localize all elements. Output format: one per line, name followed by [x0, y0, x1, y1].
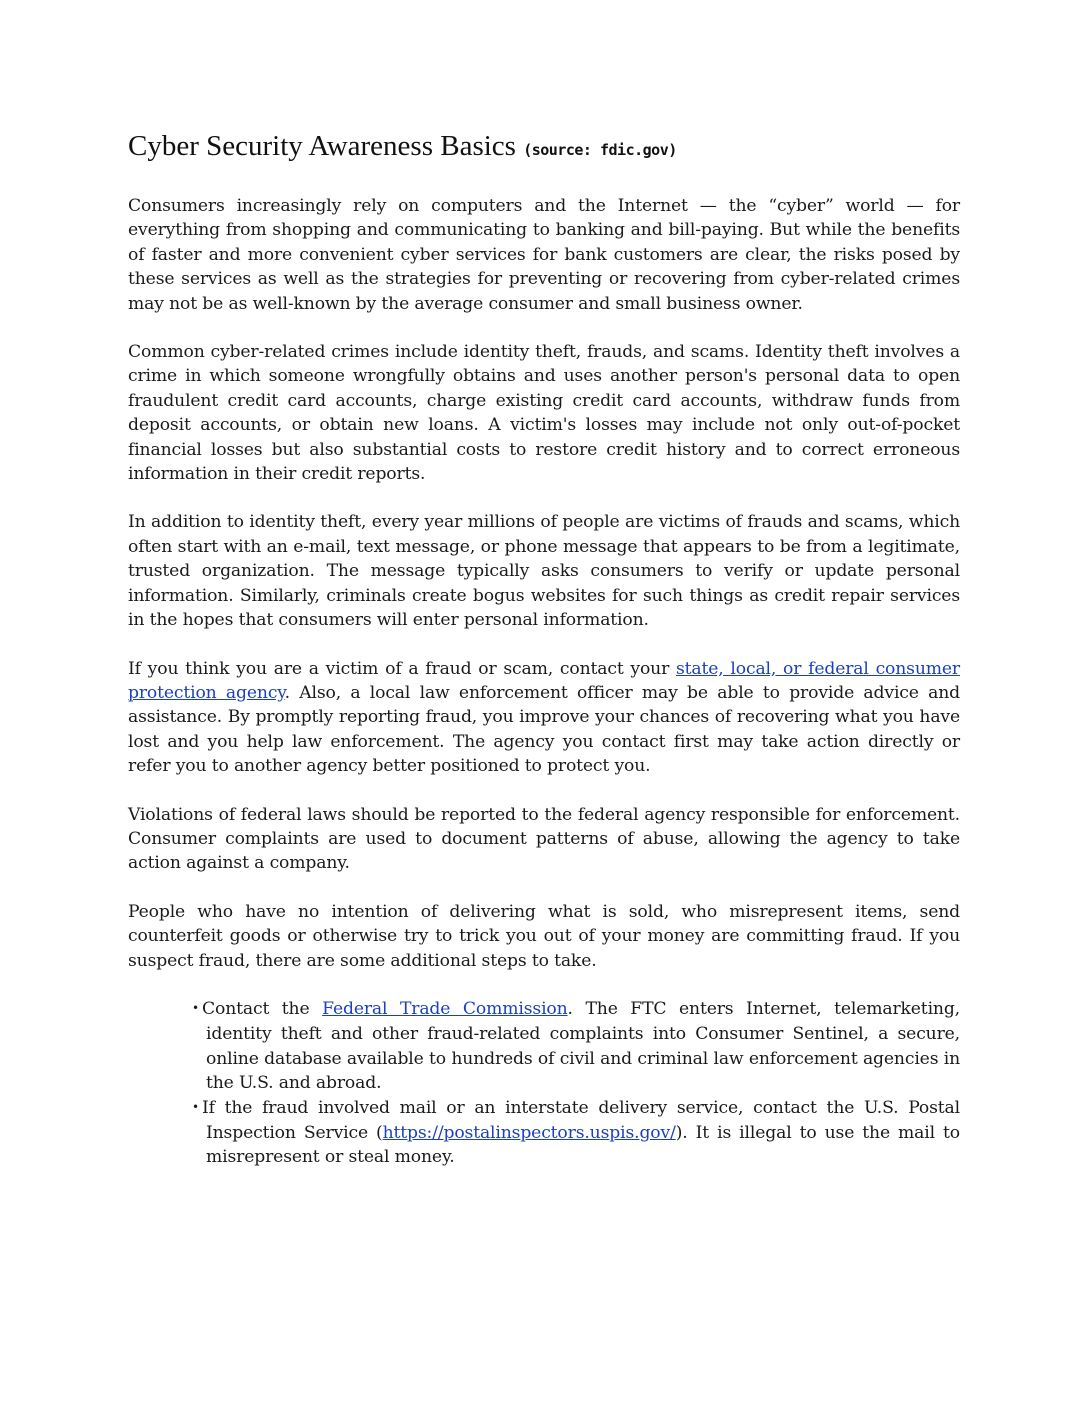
page-title: [128, 128, 960, 168]
paragraph-federal-laws: Violations of federal laws should be reported to the federal agency responsible for enforcement. Consumer complaints are used to document patterns of abuse, allowing the agency to take action against a company.: [128, 804, 960, 874]
source-note: (source: fdic.gov): [523, 141, 677, 159]
paragraph-text: If you think you are a victim of a fraud or scam, contact your: [128, 658, 676, 679]
bullet-icon: •: [192, 1000, 199, 1015]
title-text: Cyber Security Awareness Basics: [128, 130, 516, 162]
list-item: [192, 1096, 960, 1170]
paragraph-additional-steps: People who have no intention of delivering what is sold, who misrepresent items, send counterfeit goods or otherwise try to trick you out of your money are committing fraud. If you suspect fraud, there are some additional steps to take.: [128, 901, 960, 971]
list-item-text: . The FTC enters Internet, telemarketing, identity theft and other fraud-related complaints into Consumer Sentinel, a secure, online database available to hundreds of civil and criminal law enforcement agencies in the U.S. and abroad.: [206, 998, 961, 1094]
paragraph-frauds-scams: In addition to identity theft, every year millions of people are victims of frauds and scams, which often start with an e-mail, text message, or phone message that appears to be from a legitimate, trusted organization. The message typically asks consumers to verify or update personal information. Similarly, criminals create bogus websites for such things as credit repair services in the hopes that consumers will enter personal information.: [128, 512, 960, 631]
ftc-link[interactable]: Federal Trade Commission: [322, 998, 568, 1019]
list-item-text: Contact the: [202, 998, 323, 1019]
consumer-protection-agency-link[interactable]: state, local, or federal consumer protection agency: [128, 658, 960, 703]
list-item: [192, 997, 960, 1096]
paragraph-identity-theft: Common cyber-related crimes include identity theft, frauds, and scams. Identity theft involves a crime in which someone wrongfully obtains and uses another person's personal data to open fraudulent credit card accounts, charge existing credit card accounts, withdraw funds from deposit accounts, or obtain new loans. A victim's losses may include not only out-of-pocket financial losses but also substantial costs to restore credit history and to correct erroneous information in their credit reports.: [128, 342, 960, 485]
paragraph-victim-contact: [128, 657, 960, 779]
document-page: [128, 128, 960, 1170]
paragraph-intro: Consumers increasingly rely on computers and the Internet — the “cyber” world — for everything from shopping and communicating to banking and bill-paying. But while the benefits of faster and more convenient cyber services for bank customers are clear, the risks posed by these services as well as the strategies for preventing or recovering from cyber-related crimes may not be as well-known by the average consumer and small business owner.: [128, 196, 960, 314]
postal-inspectors-link[interactable]: https://postalinspectors.uspis.gov/: [382, 1123, 676, 1143]
bullet-icon: •: [192, 1099, 199, 1114]
list-item-text: If the fraud involved mail or an interstate delivery service, contact the U.S. Postal Inspection Service (: [202, 1097, 960, 1143]
steps-list: [128, 997, 960, 1170]
list-item-text: ). It is illegal to use the mail to misrepresent or steal money.: [206, 1123, 960, 1168]
paragraph-text: . Also, a local law enforcement officer may be able to provide advice and assistance. By promptly reporting fraud, you improve your chances of recovering what you have lost and you help law enforcement. The agency you contact first may take action directly or refer you to another agency better positioned to protect you.: [128, 682, 960, 777]
